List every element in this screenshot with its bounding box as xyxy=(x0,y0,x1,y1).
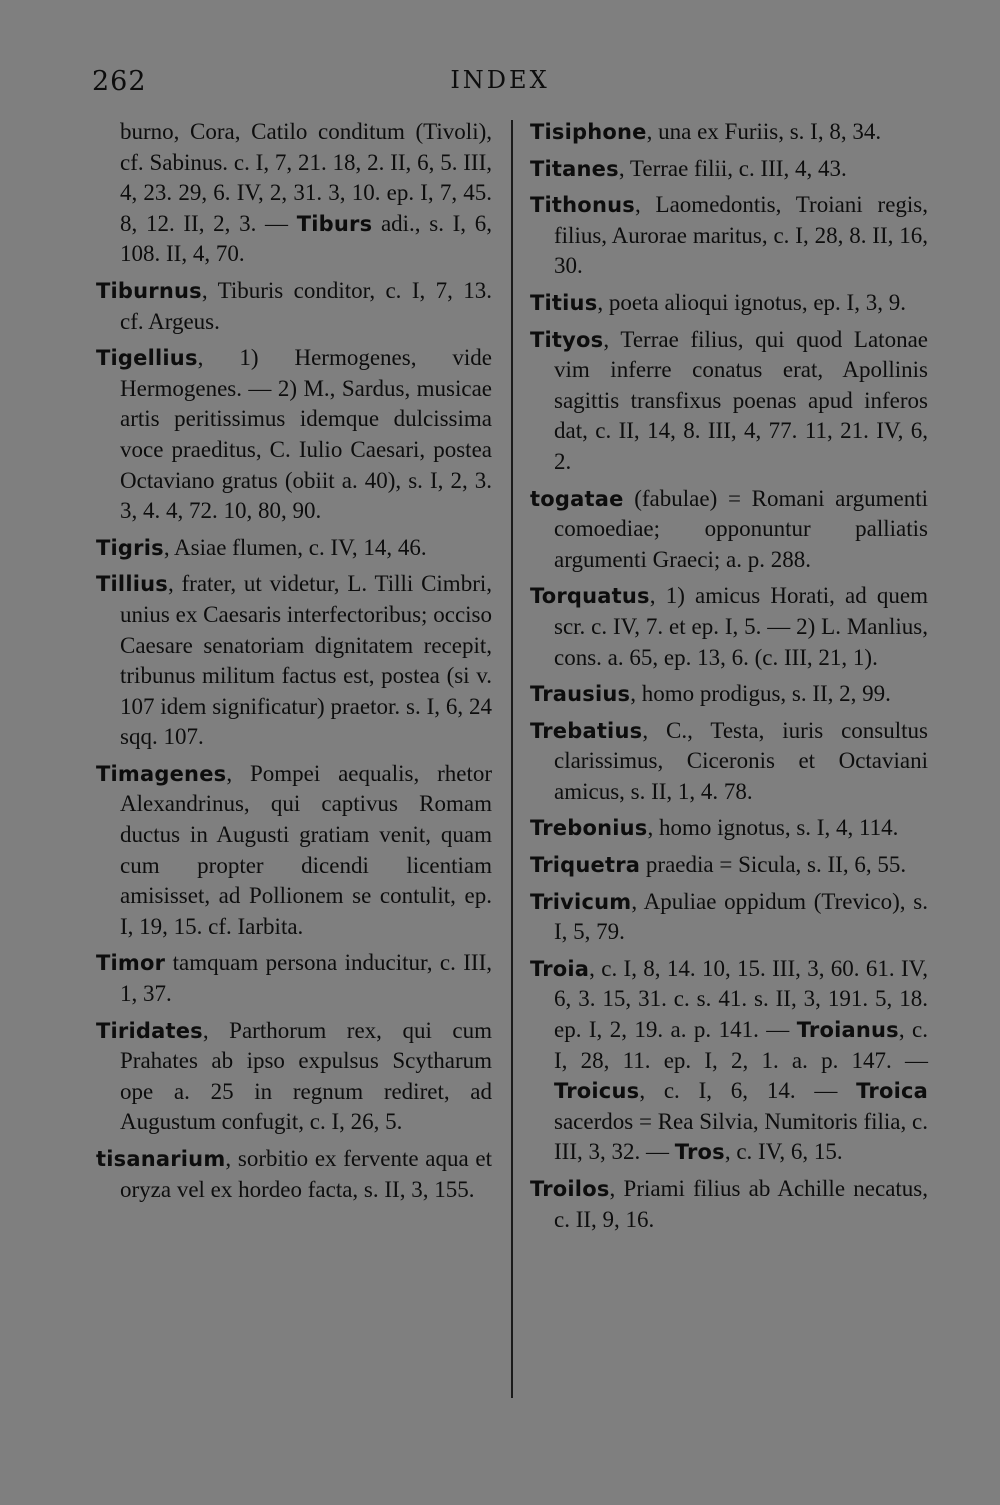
entry-headword: Trebonius xyxy=(530,816,648,841)
entry-text: , frater, ut videtur, L. Tilli Cimbri, unius ex Caesaris interfectoribus; occiso Caesare senatoriam dignitatem recepit, tribunus militum factus est, postea (si v. 107 idem significatur) praetor. s. I, 6, 24 sqq. 107. xyxy=(120,571,492,750)
entry-text: , c. I, 28, 11. ep. I, 2, 1. a. p. 147. — xyxy=(554,1017,928,1073)
index-entry xyxy=(96,1144,492,1205)
index-entry xyxy=(530,117,928,148)
index-entry xyxy=(530,716,928,808)
entry-headword: tisanarium xyxy=(96,1147,226,1171)
entry-text: , Pompei aequalis, rhetor Alexandrinus, qui captivus Romam ductus in Augusti gratiam venit, quam cum propter dicendi licentiam amisisset, ad Pollionem se contulit, ep. I, 19, 15. cf. Iarbita. xyxy=(120,760,492,939)
entry-text: , 1) Hermogenes, vide Hermogenes. — 2) M., Sardus, musicae artis peritissimus idemque dulcissima voce praeditus, C. Iulio Caesari, postea Octaviano gratus (obiit a. 40), s. I, 2, 3. 3, 4. 4, 72. 10, 80, 90. xyxy=(120,345,492,524)
entry-text: , 1) amicus Horati, ad quem scr. c. IV, 7. et ep. I, 5. — 2) L. Manlius, cons. a. 65, ep. 13, 6. (c. III, 21, 1). xyxy=(554,583,928,670)
entry-text: burno, Cora, Catilo conditum (Tivoli), cf. Sabinus. c. I, 7, 21. 18, 2. II, 6, 5. III, 4, 23. 29, 6. IV, 2, 31. 3, 10. ep. I, 7, 45. 8, 12. II, 2, 3. — xyxy=(120,119,492,236)
entry-text: , Terrae filii, c. III, 4, 43. xyxy=(618,155,847,181)
entry-text: praedia = Sicula, s. II, 6, 55. xyxy=(640,852,907,878)
right-column xyxy=(530,117,928,1241)
entry-headword: Tigris xyxy=(96,535,164,560)
index-entry xyxy=(96,948,492,1009)
column-divider xyxy=(511,120,513,1398)
entry-text: , una ex Furiis, s. I, 8, 34. xyxy=(646,119,882,144)
entry-headword: Timagenes xyxy=(96,761,227,786)
index-entry xyxy=(530,154,928,185)
entry-headword: Tiburs xyxy=(296,211,373,236)
entry-headword: Tityos xyxy=(530,327,604,352)
entry-text: , Terrae filius, qui quod Latonae vim inferre conatus erat, Apollinis sagittis transfixus poenas apud inferos dat, c. II, 14, 8. III, 4, 77. 11, 21. IV, 6, 2. xyxy=(554,326,928,474)
entry-text: , c. IV, 6, 15. xyxy=(724,1139,843,1165)
index-entry xyxy=(530,954,928,1168)
entry-text: adi., s. I, 6, 108. II, 4, 70. xyxy=(120,210,492,267)
index-entry xyxy=(530,288,928,319)
entry-text: sacerdos = Rea Silvia, Numitoris filia, c. III, 3, 32. — xyxy=(554,1108,928,1165)
entry-headword: Troica xyxy=(856,1079,928,1104)
index-entry xyxy=(530,679,928,710)
index-entry xyxy=(96,117,492,270)
entry-headword: Troilos xyxy=(530,1177,610,1201)
page-number: 262 xyxy=(92,66,147,97)
index-entry xyxy=(530,1174,928,1235)
entry-headword: Tiburnus xyxy=(96,278,202,303)
entry-text: , C., Testa, iuris consultus clarissimus, Ciceronis et Octaviani amicus, s. II, 1, 4. 78. xyxy=(554,717,928,804)
entry-headword: Titius xyxy=(530,290,598,315)
entry-text: , homo prodigus, s. II, 2, 99. xyxy=(630,681,891,707)
index-entry xyxy=(530,887,928,948)
entry-headword: Troicus xyxy=(554,1079,640,1104)
entry-text: , c. I, 6, 14. — xyxy=(639,1078,857,1104)
entry-headword: Troianus xyxy=(796,1018,899,1043)
entry-headword: Tros xyxy=(674,1140,725,1165)
entry-text: , homo ignotus, s. I, 4, 114. xyxy=(647,815,899,841)
index-entry xyxy=(530,484,928,576)
entry-text: , poeta alioqui ignotus, ep. I, 3, 9. xyxy=(597,289,906,315)
running-head: INDEX xyxy=(450,66,550,94)
entry-headword: Triquetra xyxy=(530,853,641,878)
entry-text: (fabulae) = Romani argumenti comoediae; opponuntur palliatis argumenti Graeci; a. p. 288. xyxy=(554,485,928,572)
index-entry xyxy=(96,343,492,527)
entry-text: , Tiburis conditor, c. I, 7, 13. cf. Argeus. xyxy=(120,277,492,334)
left-column xyxy=(96,117,492,1211)
index-entry xyxy=(96,569,492,753)
entry-text: , c. I, 8, 14. 10, 15. III, 3, 60. 61. IV, 6, 3. 15, 31. c. s. 41. s. II, 3, 191. 5, 18. ep. I, 2, 19. a. p. 141. — xyxy=(554,955,928,1043)
entry-text: , Apuliae oppidum (Trevico), s. I, 5, 79. xyxy=(554,888,928,945)
entry-text: tamquam persona inducitur, c. III, 1, 37. xyxy=(120,950,492,1007)
entry-headword: Torquatus xyxy=(530,584,650,609)
entry-headword: Trebatius xyxy=(530,718,643,743)
entry-headword: Troia xyxy=(530,956,590,981)
index-entry xyxy=(96,759,492,943)
index-entry xyxy=(96,276,492,337)
entry-text: , Parthorum rex, qui cum Prahates ab ipso expulsus Scytharum ope a. 25 in regnum rediret, ad Augustum confugit, c. I, 26, 5. xyxy=(120,1017,492,1135)
entry-headword: Titanes xyxy=(530,156,619,181)
index-entry xyxy=(530,850,928,881)
entry-text: , sorbitio ex fervente aqua et oryza vel ex hordeo facta, s. II, 3, 155. xyxy=(120,1146,492,1202)
entry-text: , Asiae flumen, c. IV, 14, 46. xyxy=(163,534,427,560)
index-entry xyxy=(96,533,492,564)
index-entry xyxy=(530,813,928,844)
entry-text: , Priami filius ab Achille necatus, c. II, 9, 16. xyxy=(554,1176,928,1232)
entry-headword: Trivicum xyxy=(530,889,632,914)
entry-headword: Tithonus xyxy=(530,193,635,218)
entry-headword: togatae xyxy=(530,486,624,511)
entry-headword: Timor xyxy=(96,951,166,976)
entry-headword: Tiridates xyxy=(96,1018,203,1043)
index-entry xyxy=(530,325,928,478)
entry-text: , Laomedontis, Troiani regis, filius, Aurorae maritus, c. I, 28, 8. II, 16, 30. xyxy=(554,192,928,279)
entry-headword: Tillius xyxy=(96,572,168,597)
entry-headword: Tigellius xyxy=(96,346,198,371)
entry-headword: Trausius xyxy=(530,682,631,707)
index-entry xyxy=(530,581,928,673)
index-entry xyxy=(530,190,928,282)
index-entry xyxy=(96,1016,492,1138)
entry-headword: Tisiphone xyxy=(530,120,647,144)
